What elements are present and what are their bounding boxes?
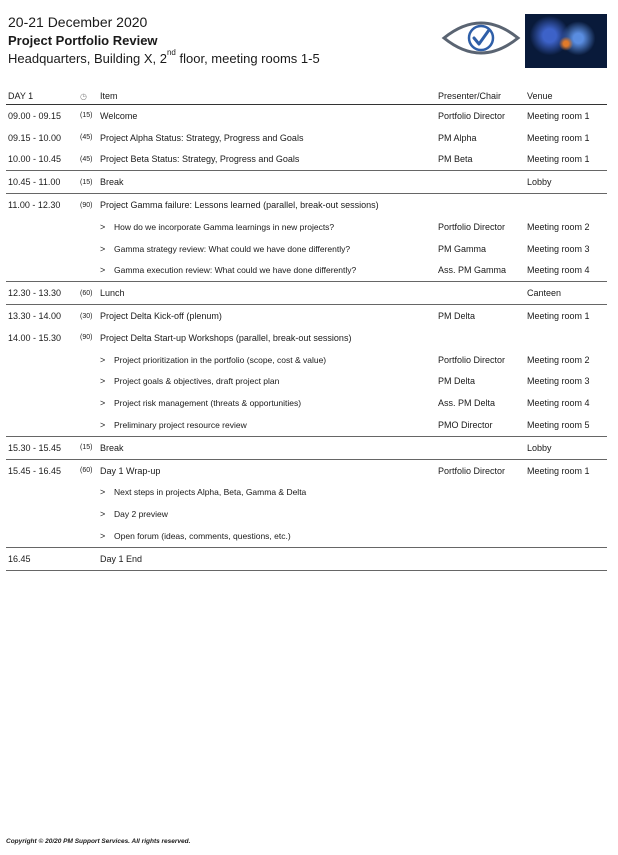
agenda-row (6, 171, 607, 194)
subitem-text: Gamma execution review: What could we have done differently? (114, 265, 357, 276)
agenda-subitem-row (6, 216, 607, 238)
duration-cell (80, 503, 100, 525)
subitem-text: Project prioritization in the portfolio (scope, cost & value) (114, 354, 327, 365)
agenda-subitem-row (6, 525, 607, 547)
agenda-subitem-row (6, 349, 607, 371)
agenda-row (6, 127, 607, 149)
item-cell: Break (100, 171, 438, 194)
subitem-cell (100, 216, 438, 238)
time-cell: 10.45 - 11.00 (6, 171, 80, 194)
duration-cell: (15) (80, 112, 93, 120)
venue-cell (527, 503, 607, 525)
bullet-marker: > (100, 243, 106, 254)
presenter-cell: PMO Director (438, 420, 493, 431)
presenter-cell (438, 547, 527, 570)
bullet-marker: > (100, 354, 106, 365)
agenda-row (6, 149, 607, 171)
time-cell: 14.00 - 15.30 (8, 332, 62, 343)
venue-cell (527, 547, 607, 570)
agenda-table (6, 88, 607, 571)
duration-cell (80, 238, 100, 260)
time-cell: 10.00 - 10.45 (8, 154, 62, 165)
time-cell: 15.30 - 15.45 (6, 436, 80, 459)
bullet-marker: > (100, 376, 106, 387)
duration-cell (80, 414, 100, 436)
copyright-footer: Copyright © 20/20 PM Support Services. All rights reserved. (6, 838, 191, 845)
duration-cell (80, 260, 100, 282)
agenda-row (6, 547, 607, 570)
bullet-marker: > (100, 420, 106, 431)
subitem-text: Next steps in projects Alpha, Beta, Gamma & Delta (114, 487, 307, 498)
presenter-cell: PM Delta (438, 376, 476, 387)
presenter-cell: PM Beta (438, 154, 473, 165)
duration-cell: (30) (80, 305, 100, 327)
duration-cell (80, 525, 100, 547)
subitem-text: Preliminary project resource review (114, 420, 247, 431)
presenter-cell: PM Delta (438, 305, 527, 327)
venue-cell: Meeting room 4 (527, 265, 590, 276)
duration-cell (80, 371, 100, 393)
subitem-cell (100, 238, 438, 260)
abstract-photo (525, 14, 607, 68)
agenda-subitem-row (6, 238, 607, 260)
time-cell (6, 503, 80, 525)
time-cell: 15.45 - 16.45 (6, 459, 80, 481)
header-date: 20-21 December 2020 (8, 14, 148, 30)
header-item: Item (100, 88, 438, 105)
table-header-row (6, 88, 607, 105)
presenter-cell: Portfolio Director (438, 459, 527, 481)
presenter-cell (438, 282, 527, 305)
item-cell: Lunch (100, 282, 438, 305)
agenda-subitem-row (6, 260, 607, 282)
presenter-cell: Ass. PM Delta (438, 398, 496, 409)
subitem-text: Project goals & objectives, draft project plan (114, 376, 280, 387)
page-title: Project Portfolio Review (8, 33, 158, 48)
presenter-cell: PM Gamma (438, 243, 487, 254)
venue-cell: Meeting room 4 (527, 398, 590, 409)
subitem-text: Project risk management (threats & opportunities) (114, 398, 302, 409)
agenda-subitem-row (6, 503, 607, 525)
item-cell: Break (100, 436, 438, 459)
bullet-marker: > (100, 487, 106, 498)
subitem-cell (100, 349, 438, 371)
location-text: Headquarters, Building X, 2 (8, 51, 167, 66)
venue-cell: Canteen (527, 282, 607, 305)
duration-cell: (60) (80, 459, 100, 481)
clock-icon: ◷ (80, 88, 100, 105)
duration-cell (80, 547, 100, 570)
time-cell: 16.45 (6, 547, 80, 570)
venue-cell: Meeting room 3 (527, 376, 590, 387)
subitem-cell (100, 503, 438, 525)
item-cell: Day 1 Wrap-up (100, 459, 438, 481)
duration-cell: (45) (80, 134, 93, 142)
presenter-cell (438, 503, 527, 525)
bullet-marker: > (100, 221, 106, 232)
item-cell: Project Delta Start-up Workshops (parallel, break-out sessions) (100, 332, 352, 343)
time-cell (6, 216, 80, 238)
presenter-cell (438, 482, 527, 504)
bullet-marker: > (100, 265, 106, 276)
venue-cell: Meeting room 5 (527, 420, 590, 431)
subitem-text: How do we incorporate Gamma learnings in new projects? (114, 221, 335, 232)
venue-cell: Meeting room 1 (527, 459, 607, 481)
presenter-cell: PM Alpha (438, 132, 477, 143)
subitem-text: Gamma strategy review: What could we have done differently? (114, 243, 351, 254)
time-cell (6, 525, 80, 547)
agenda-subitem-row (6, 414, 607, 436)
duration-cell: (90) (80, 334, 93, 342)
presenter-cell (438, 525, 527, 547)
item-cell: Project Delta Kick-off (plenum) (100, 305, 438, 327)
presenter-cell: Portfolio Director (438, 354, 506, 365)
header-presenter: Presenter/Chair (438, 88, 527, 105)
presenter-cell (438, 171, 527, 194)
venue-cell: Lobby (527, 171, 607, 194)
subitem-cell (100, 392, 438, 414)
presenter-cell (438, 194, 527, 216)
item-cell: Welcome (100, 110, 138, 121)
time-cell (6, 414, 80, 436)
venue-cell (527, 327, 607, 349)
agenda-subitem-row (6, 482, 607, 504)
bullet-marker: > (100, 398, 106, 409)
duration-cell: (15) (80, 436, 100, 459)
time-cell (6, 238, 80, 260)
item-cell: Project Gamma failure: Lessons learned (parallel, break-out sessions) (100, 194, 438, 216)
subitem-text: Day 2 preview (114, 509, 168, 520)
venue-cell: Meeting room 1 (527, 305, 607, 327)
time-cell: 13.30 - 14.00 (6, 305, 80, 327)
venue-cell: Meeting room 2 (527, 221, 590, 232)
agenda-row (6, 459, 607, 481)
subitem-cell (100, 414, 438, 436)
bullet-marker: > (100, 531, 106, 542)
agenda-subitem-row (6, 392, 607, 414)
agenda-subitem-row (6, 371, 607, 393)
venue-cell (527, 482, 607, 504)
time-cell (6, 349, 80, 371)
venue-cell: Meeting room 1 (527, 154, 590, 165)
location-text-rest: floor, meeting rooms 1-5 (175, 51, 320, 66)
agenda-row (6, 194, 607, 216)
duration-cell: (45) (80, 155, 93, 163)
venue-cell: Meeting room 2 (527, 354, 590, 365)
agenda-row (6, 282, 607, 305)
time-cell (6, 392, 80, 414)
subitem-text: Open forum (ideas, comments, questions, etc.) (114, 531, 291, 542)
venue-cell: Meeting room 1 (527, 110, 590, 121)
duration-cell (80, 216, 100, 238)
agenda-row (6, 305, 607, 327)
agenda-row (6, 436, 607, 459)
presenter-cell: Portfolio Director (438, 110, 506, 121)
duration-cell: (15) (80, 171, 100, 194)
time-cell: 12.30 - 13.30 (6, 282, 80, 305)
time-cell: 09.15 - 10.00 (8, 132, 62, 143)
duration-cell: (90) (80, 194, 100, 216)
agenda-row (6, 327, 607, 349)
subitem-cell (100, 260, 438, 282)
venue-cell: Meeting room 1 (527, 132, 590, 143)
venue-cell: Meeting room 3 (527, 243, 590, 254)
subitem-cell (100, 482, 438, 504)
venue-cell: Lobby (527, 436, 607, 459)
item-cell: Day 1 End (100, 547, 438, 570)
presenter-cell: Ass. PM Gamma (438, 265, 507, 276)
subitem-cell (100, 371, 438, 393)
header-venue: Venue (527, 88, 607, 105)
time-cell: 09.00 - 09.15 (8, 110, 62, 121)
duration-cell (80, 482, 100, 504)
header-location (8, 48, 320, 66)
location-superscript: nd (166, 48, 176, 57)
header-day: DAY 1 (6, 88, 80, 105)
bullet-marker: > (100, 509, 106, 520)
time-cell (6, 260, 80, 282)
duration-cell (80, 349, 100, 371)
presenter-cell: Portfolio Director (438, 221, 506, 232)
presenter-cell (438, 436, 527, 459)
venue-cell (527, 194, 607, 216)
time-cell (6, 482, 80, 504)
item-cell: Project Alpha Status: Strategy, Progress and Goals (100, 132, 304, 143)
duration-cell (80, 392, 100, 414)
item-cell: Project Beta Status: Strategy, Progress and Goals (100, 154, 300, 165)
duration-cell: (60) (80, 282, 100, 305)
time-cell (6, 371, 80, 393)
presenter-cell (438, 327, 527, 349)
time-cell: 11.00 - 12.30 (6, 194, 80, 216)
venue-cell (527, 525, 607, 547)
agenda-row (6, 105, 607, 127)
eye-check-icon (441, 16, 521, 61)
subitem-cell (100, 525, 438, 547)
